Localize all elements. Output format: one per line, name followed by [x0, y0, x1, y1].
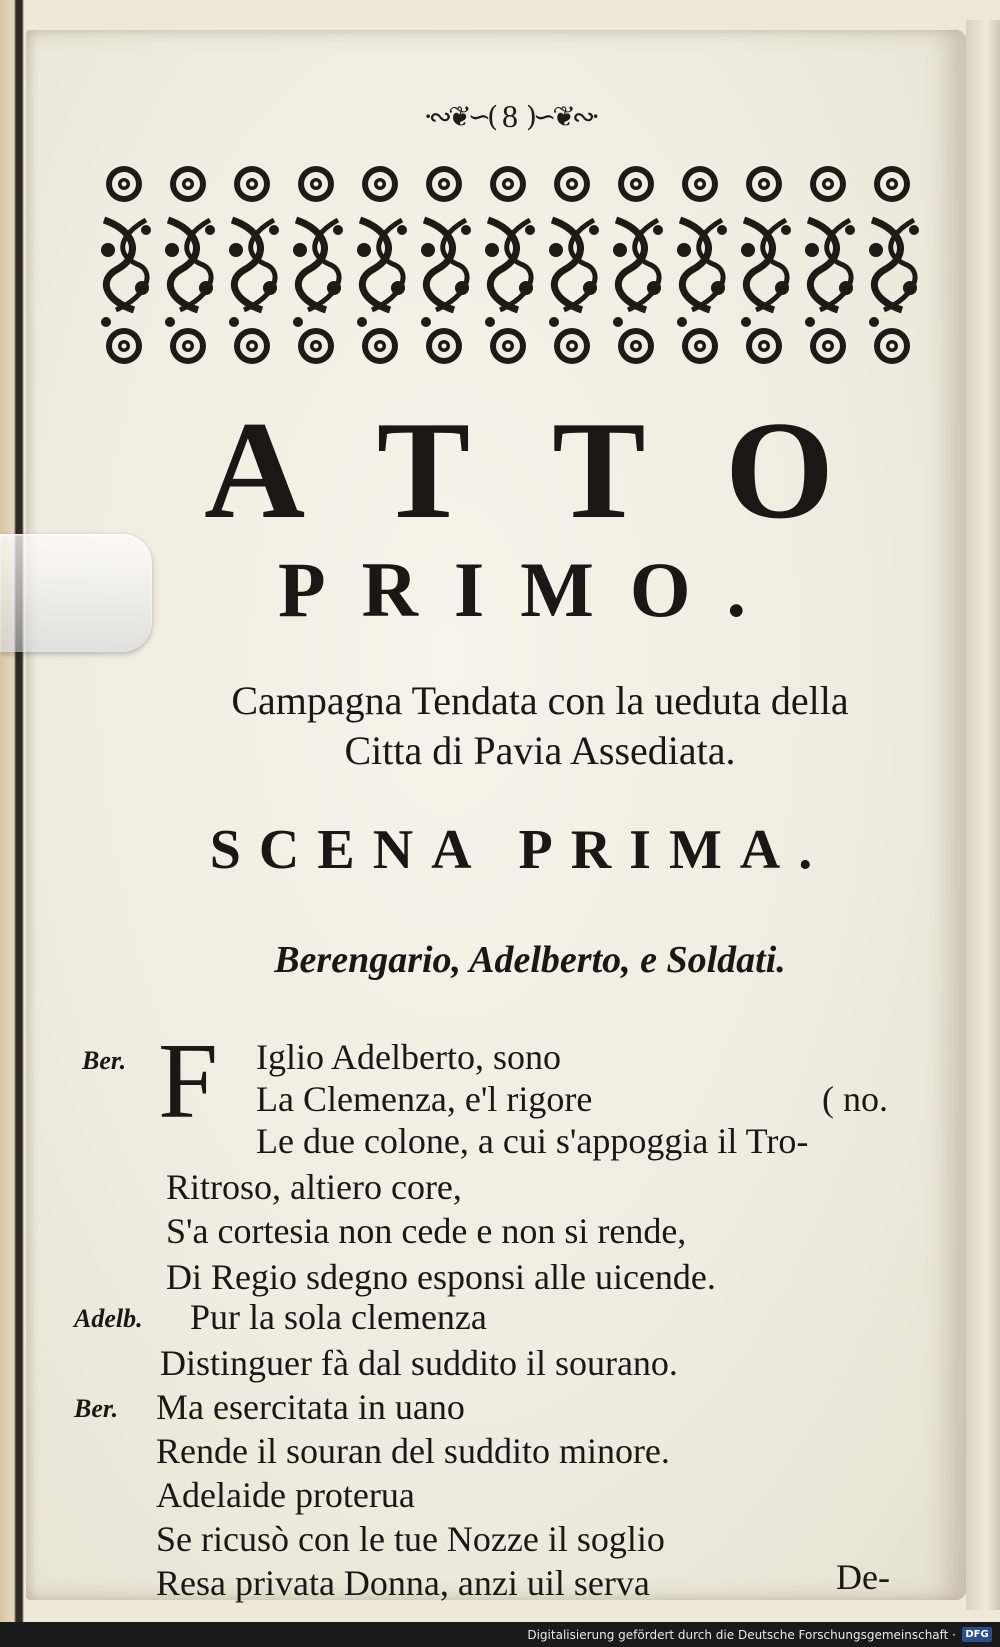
floral-ornament-band [94, 160, 934, 372]
verse-line: Iglio Adelberto, sono [256, 1037, 561, 1077]
verse-line: Ritroso, altiero core, [166, 1167, 462, 1207]
speaker-label: Ber. [82, 1046, 127, 1075]
verse-line: Ma esercitata in uano [156, 1387, 465, 1427]
act-title: ATTO [204, 393, 916, 548]
funding-credit: Digitalisierung gefördert durch die Deutsche Forschungsgemeinschaft · [527, 1628, 956, 1642]
verse-line: Pur la sola clemenza [190, 1297, 487, 1337]
verse-line: Le due colone, a cui s'appoggia il Tro- [256, 1121, 809, 1161]
verse-line: Resa privata Donna, anzi uil serva [156, 1563, 650, 1603]
scene-title: SCENA PRIMA. [209, 819, 831, 881]
setting-line-1: Campagna Tendata con la ueduta della [231, 678, 849, 723]
page-number: 8 [502, 97, 518, 134]
dfg-logo: DFG [962, 1627, 992, 1642]
verse-line: Distinguer fà dal suddito il sourano. [160, 1343, 678, 1383]
page-header [330, 94, 690, 138]
setting-line-2: Citta di Pavia Assediata. [344, 728, 736, 773]
verse-line: S'a cortesia non cede e non si rende, [166, 1211, 687, 1251]
verse-line: Adelaide proterua [156, 1475, 415, 1515]
verse-line: Se ricusò con le tue Nozze il soglio [156, 1519, 665, 1559]
speaker-label: Adelb. [74, 1304, 143, 1333]
verse-line: Rende il souran del suddito minore. [156, 1431, 670, 1471]
verse-turnover: ( no. [822, 1079, 888, 1119]
verse-line: La Clemenza, e'l rigore [256, 1079, 593, 1119]
character-list: Berengario, Adelberto, e Soldati. [274, 939, 786, 981]
right-flourish: )∽❦∾· [526, 99, 597, 133]
speaker-label: Ber. [74, 1394, 119, 1423]
left-flourish: ·∾❦∽( [423, 99, 494, 133]
setting-description [0, 676, 1000, 776]
catchword: De- [836, 1557, 890, 1597]
act-subtitle: PRIMO. [277, 546, 783, 633]
drop-capital: F [158, 1022, 219, 1141]
verse-line: Di Regio sdegno esponsi alle uicende. [166, 1257, 716, 1297]
facing-page-edge [966, 20, 1000, 1610]
